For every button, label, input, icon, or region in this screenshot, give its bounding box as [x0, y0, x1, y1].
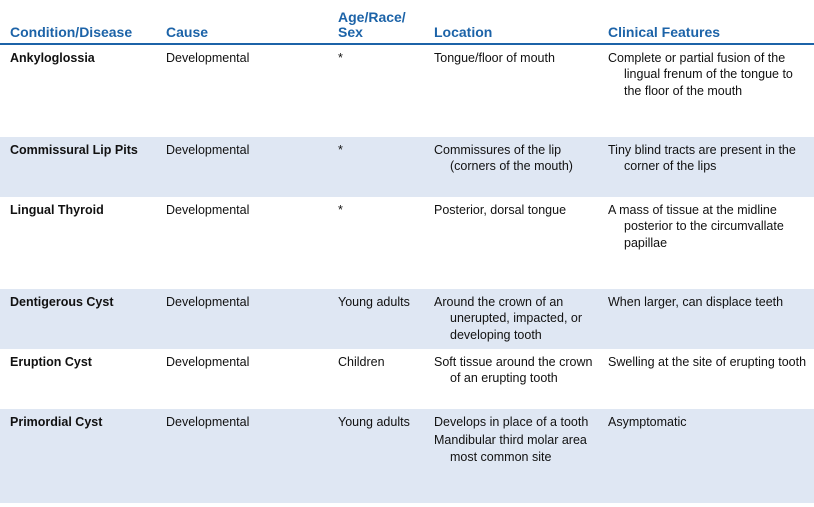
location-cell	[424, 349, 598, 409]
clinical-cell	[598, 137, 814, 197]
header-demographics: Age/Race/ Sex	[328, 0, 424, 44]
cause-cell: Developmental	[156, 137, 328, 197]
cause-cell: Developmental	[156, 349, 328, 409]
demographics-text: *	[338, 143, 343, 157]
clinical-cell	[598, 409, 814, 503]
location-cell	[424, 137, 598, 197]
table-row	[0, 137, 814, 197]
condition-cell: Commissural Lip Pits	[0, 137, 156, 197]
demographics-cell	[328, 44, 424, 137]
cause-cell: Developmental	[156, 197, 328, 289]
demographics-text: *	[338, 203, 343, 217]
header-clinical-features: Clinical Features	[598, 0, 814, 44]
demographics-cell	[328, 289, 424, 349]
clinical-text: When larger, can displace teeth	[608, 295, 784, 309]
demographics-text: *	[338, 51, 343, 65]
demographics-text: Young adults	[338, 295, 410, 309]
demographics-cell	[328, 137, 424, 197]
location-text: Soft tissue around the crown of an erupting tooth	[434, 355, 593, 386]
header-condition: Condition/Disease	[0, 0, 156, 44]
demographics-cell	[328, 349, 424, 409]
condition-cell: Primordial Cyst	[0, 409, 156, 503]
demographics-text: Young adults	[338, 415, 410, 429]
condition-cell: Lingual Thyroid	[0, 197, 156, 289]
table-row	[0, 409, 814, 503]
clinical-cell	[598, 44, 814, 137]
location-cell	[424, 197, 598, 289]
condition-cell: Ankyloglossia	[0, 44, 156, 137]
header-row	[0, 0, 814, 44]
clinical-text: Swelling at the site of erupting tooth	[608, 355, 807, 369]
location-text: Mandibular third molar area most common site	[434, 433, 587, 464]
cause-cell: Developmental	[156, 44, 328, 137]
condition-cell: Eruption Cyst	[0, 349, 156, 409]
condition-cell: Dentigerous Cyst	[0, 289, 156, 349]
clinical-cell	[598, 197, 814, 289]
clinical-cell	[598, 289, 814, 349]
clinical-text: Asymptomatic	[608, 415, 687, 429]
location-text: Posterior, dorsal tongue	[434, 203, 567, 217]
demographics-text: Children	[338, 355, 385, 369]
table-row	[0, 197, 814, 289]
location-cell	[424, 44, 598, 137]
clinical-text: Complete or partial fusion of the lingual frenum of the tongue to the floor of the mouth	[608, 51, 793, 98]
location-cell	[424, 409, 598, 503]
location-text: Around the crown of an unerupted, impacted, or developing tooth	[434, 295, 583, 342]
table-row	[0, 289, 814, 349]
clinical-text: A mass of tissue at the midline posterior to the circumvallate papillae	[608, 203, 784, 250]
demographics-cell	[328, 409, 424, 503]
clinical-cell	[598, 349, 814, 409]
location-text: Develops in place of a tooth	[434, 415, 589, 429]
header-location: Location	[424, 0, 598, 44]
location-cell	[424, 289, 598, 349]
table-row	[0, 349, 814, 409]
cause-cell: Developmental	[156, 409, 328, 503]
location-text: Tongue/floor of mouth	[434, 51, 555, 65]
cause-cell: Developmental	[156, 289, 328, 349]
location-text: Commissures of the lip (corners of the mouth)	[434, 143, 573, 174]
demographics-cell	[328, 197, 424, 289]
clinical-text: Tiny blind tracts are present in the corner of the lips	[608, 143, 796, 174]
header-cause: Cause	[156, 0, 328, 44]
table-row	[0, 44, 814, 137]
